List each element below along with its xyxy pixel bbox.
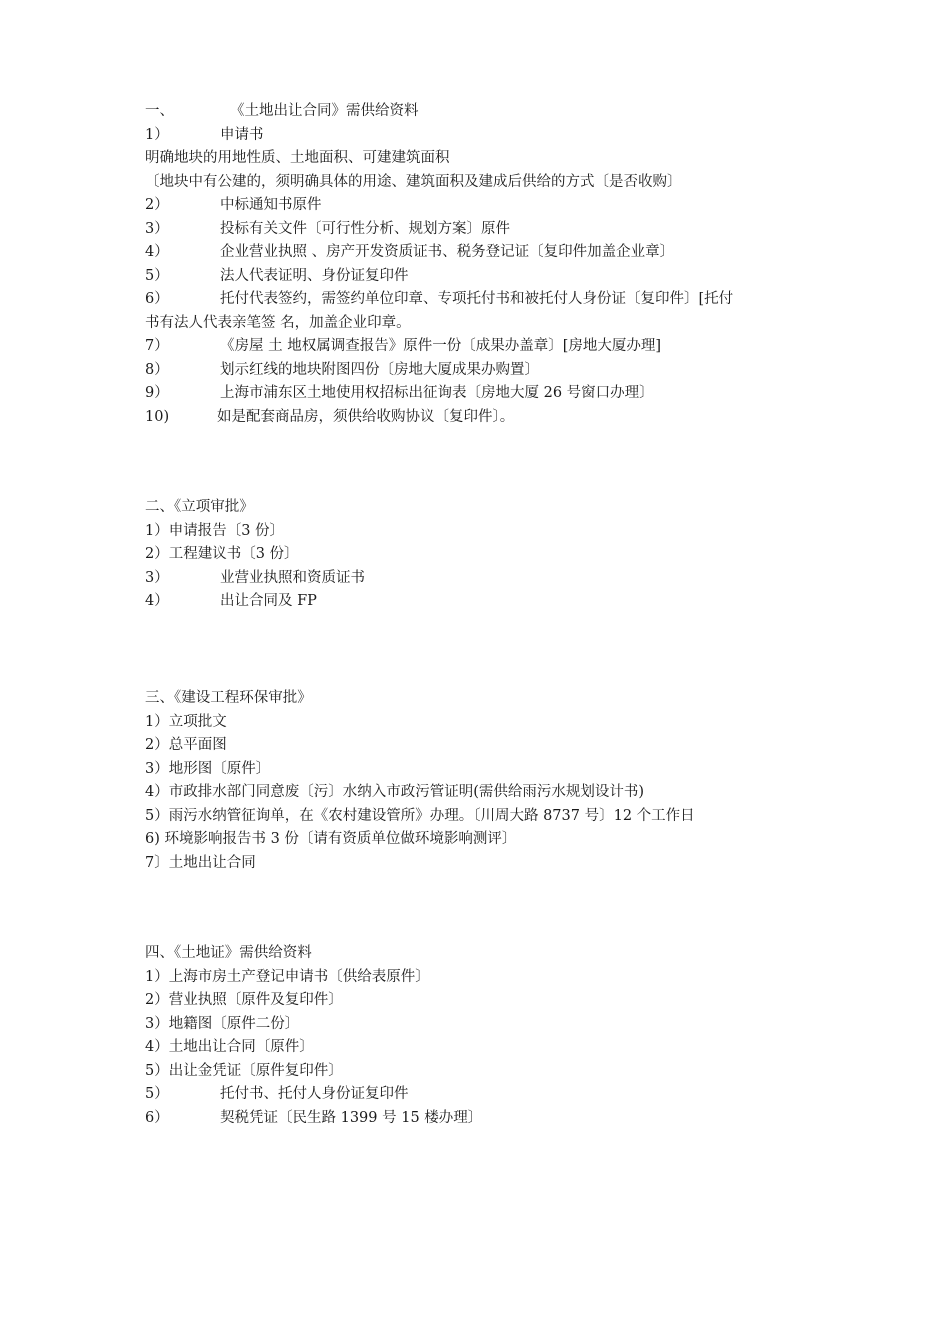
item-number: 6） [145,291,169,307]
item-number: 9） [145,385,169,401]
item-number: 1） [145,126,169,143]
item-number: 7） [145,338,169,354]
item-text: 托付书、托付人身份证复印件 [220,1086,409,1102]
item-text: 如是配套商品房，须供给收购协议〔复印件〕。 [217,408,515,425]
list-item [145,1083,825,1107]
item-number: 3） [145,220,169,237]
list-item: 2）营业执照〔原件及复印件〕 [145,992,343,1008]
list-item [145,265,825,289]
list-item [145,124,825,148]
section-environmental-approval [145,687,825,875]
item-text: 申请书 [220,126,264,143]
item-text: 业营业执照和资质证书 [220,569,365,586]
heading-title: 《土地出让合同》需供给资料 [230,103,419,119]
list-item [145,567,825,591]
item-number: 4） [145,593,169,609]
paragraph: 〔地块中有公建的，须明确具体的用途、建筑面积及建成后供给的方式〔是否收购〕 [145,173,682,190]
list-item: 4）土地出让合同〔原件〕 [145,1039,314,1055]
item-text: 《房屋 土 地权属调查报告》原件一份〔成果办盖章〕[房地大厦办理] [220,338,662,354]
item-text: 划示红线的地块附图四份〔房地大厦成果办购置〕 [220,361,539,378]
item-number: 8） [145,361,169,378]
item-text: 托付代表签约，需签约单位印章、专项托付书和被托付人身份证〔复印件〕[托付 [220,291,734,307]
item-number: 3） [145,569,169,586]
list-item: 3）地形图〔原件〕 [145,760,271,777]
list-item: 1）立项批文 [145,713,227,730]
list-item [145,382,825,406]
section-land-transfer-contract [145,100,825,429]
heading-number: 一、 [145,103,174,119]
list-item [145,335,825,359]
list-item: 2）工程建议书〔3 份〕 [145,546,299,562]
item-number: 10) [145,408,170,425]
list-item: 1）申请报告〔3 份〕 [145,522,285,539]
section-heading: 四、《土地证》需供给资料 [145,945,312,961]
paragraph: 明确地块的用地性质、土地面积、可建建筑面积 [145,150,450,166]
list-item: 3）地籍图〔原件二份〕 [145,1015,300,1032]
list-item [145,194,825,218]
list-item [145,590,825,614]
section-heading [145,100,825,124]
section-land-certificate [145,942,825,1130]
item-continuation: 书有法人代表亲笔签 名，加盖企业印章。 [145,314,411,331]
list-item: 1）上海市房土产登记申请书〔供给表原件〕 [145,968,430,985]
section-heading: 二、《立项审批》 [145,499,254,515]
item-number: 4） [145,244,169,260]
section-heading: 三、《建设工程环保审批》 [145,690,312,706]
list-item [145,1107,825,1131]
section-project-approval [145,496,825,614]
list-item: 5）出让金凭证〔原件复印件〕 [145,1062,343,1079]
list-item [145,406,825,430]
list-item [145,359,825,383]
item-text: 中标通知书原件 [220,197,322,213]
item-text: 上海市浦东区土地使用权招标出征询表〔房地大厦 26 号窗口办理〕 [220,385,654,401]
item-text: 法人代表证明、身份证复印件 [220,267,409,284]
item-text: 企业营业执照 、房产开发资质证书、税务登记证〔复印件加盖企业章〕 [220,244,675,260]
list-item: 2）总平面图 [145,737,227,753]
list-item: 6) 环境影响报告书 3 份〔请有资质单位做环境影响测评〕 [145,831,517,847]
list-item [145,288,825,312]
item-text: 契税凭证〔民生路 1399 号 15 楼办理〕 [220,1109,483,1126]
list-item: 4）市政排水部门同意废〔污〕水纳入市政污管证明(需供给雨污水规划设计书) [145,784,645,800]
list-item: 5）雨污水纳管征询单，在《农村建设管所》办理。〔川周大路 8737 号〕12 个工作日 [145,807,695,824]
item-text: 出让合同及 FP [220,593,317,609]
item-text: 投标有关文件〔可行性分析、规划方案〕原件 [220,220,510,237]
list-item: 7〕土地出让合同 [145,854,256,871]
item-number: 5） [145,1086,169,1102]
item-number: 6） [145,1109,169,1126]
list-item [145,241,825,265]
list-item [145,218,825,242]
item-number: 2） [145,197,169,213]
item-number: 5） [145,267,169,284]
